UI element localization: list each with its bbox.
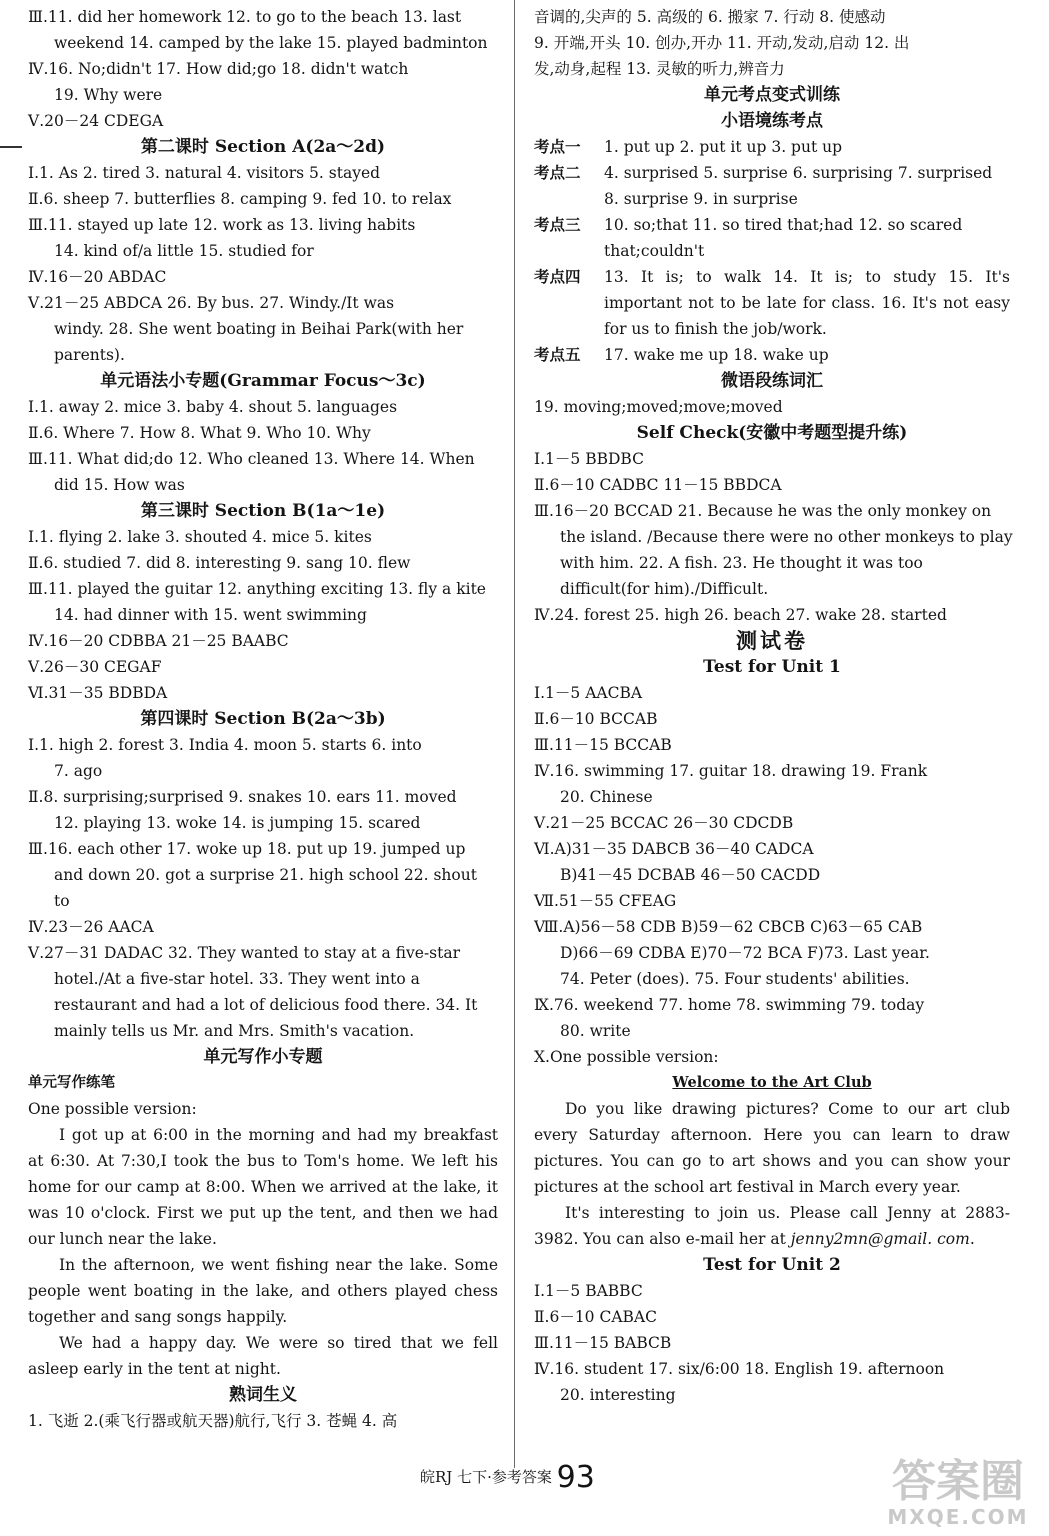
answer-line: Ⅴ.26－30 CEGAF xyxy=(28,658,162,676)
answer-line: Ⅳ.16. student 17. six/6:00 18. English 19. afternoon xyxy=(534,1360,945,1378)
answer-line-continued: 14. had dinner with 15. went swimming xyxy=(54,606,367,624)
key-point-label: 考点二 xyxy=(534,163,581,182)
answer-line: Ⅴ.21－25 BCCAC 26－30 CDCDB xyxy=(534,814,794,832)
answer-line-continued: 20. interesting xyxy=(560,1386,676,1404)
answer-line: 19. moving;moved;move;moved xyxy=(534,398,783,416)
answer-line-continued: D)66－69 CDBA E)70－72 BCA F)73. Last year. xyxy=(560,944,930,962)
answer-line: Ⅴ.21－25 ABDCA 26. By bus. 27. Windy./It was xyxy=(28,294,395,312)
paragraph-end: . xyxy=(969,1230,975,1248)
answer-line-continued: 19. Why were xyxy=(54,86,163,104)
key-point-label: 考点四 xyxy=(534,267,581,286)
answer-line: Ⅱ.6－10 CADBC 11－15 BBDCA xyxy=(534,476,782,494)
answer-line-continued: 7. ago xyxy=(54,762,103,780)
answer-line-continued: B)41－45 DCBAB 46－50 CACDD xyxy=(560,866,821,884)
answer-line: Ⅳ.16－20 ABDAC xyxy=(28,268,167,286)
key-point-answers: 17. wake me up 18. wake up xyxy=(604,346,829,364)
key-point-label: 考点五 xyxy=(534,345,581,364)
answer-line: Ⅲ.11. stayed up late 12. work as 13. living habits xyxy=(28,216,416,234)
section-heading: 第四课时 Section B(2a～3b) xyxy=(140,709,386,729)
key-point-answers: 13. It is; to walk 14. It is; to study 15. It's important not to be late for class. 16. It's not easy for us to finish the job/work. xyxy=(604,268,1010,338)
section-heading: 第三课时 Section B(1a～1e) xyxy=(140,501,386,521)
footer-label: 皖RJ 七下·参考答案 xyxy=(420,1468,552,1486)
section-heading: 第二课时 Section A(2a～2d) xyxy=(140,137,386,157)
section-heading: 微语段练词汇 xyxy=(721,371,823,391)
answer-line: Ⅸ.76. weekend 77. home 78. swimming 79. today xyxy=(534,996,925,1014)
answer-line-continued: did 15. How was xyxy=(54,476,185,494)
answer-line-continued: to xyxy=(54,892,70,910)
answer-line: Ⅴ.20－24 CDEGA xyxy=(28,112,164,130)
answer-line-continued: weekend 14. camped by the lake 15. played badminton xyxy=(54,34,488,52)
answer-line-continued: with him. 22. A fish. 23. He thought it was too xyxy=(560,554,923,572)
answer-line: Ⅲ.11－15 BABCB xyxy=(534,1334,672,1352)
key-point-answers: 4. surprised 5. surprise 6. surprising 7. surprised xyxy=(604,164,993,182)
section-heading: 单元考点变式训练 xyxy=(704,85,840,105)
answer-line: Ⅰ.1－5 AACBA xyxy=(534,684,643,702)
answer-line: Ⅱ.6－10 BCCAB xyxy=(534,710,658,728)
page-footer xyxy=(420,1460,595,1495)
answer-line: Ⅱ.6. sheep 7. butterflies 8. camping 9. fed 10. to relax xyxy=(28,190,452,208)
answer-line: Ⅳ.16－20 CDBBA 21－25 BAABC xyxy=(28,632,289,650)
section-heading: 小语境练考点 xyxy=(721,111,823,131)
answer-line-continued: windy. 28. She went boating in Beihai Park(with her xyxy=(54,320,464,338)
answer-line-continued: parents). xyxy=(54,346,125,364)
answer-line-continued: 12. playing 13. woke 14. is jumping 15. scared xyxy=(54,814,421,832)
answer-line-continued: restaurant and had a lot of delicious food there. 34. It xyxy=(54,996,478,1014)
column-divider xyxy=(514,0,515,1468)
key-point-row xyxy=(534,160,1010,186)
essay-paragraph: I got up at 6:00 in the morning and had my breakfast at 6:30. At 7:30,I took the bus to Tom's home. We left his home for our camp at 8:00. When we arrived at the lake, it was 10 o'clock. First we put up the tent, and then we had our lunch near the lake. xyxy=(28,1126,498,1248)
answer-line: Ⅶ.51－55 CFEAG xyxy=(534,892,677,910)
answer-line: Ⅰ.1. flying 2. lake 3. shouted 4. mice 5. kites xyxy=(28,528,372,546)
answer-line: Ⅱ.6. Where 7. How 8. What 9. Who 10. Why xyxy=(28,424,371,442)
answer-line: Ⅵ.A)31－35 DABCB 36－40 CADCA xyxy=(534,840,814,858)
answer-line: Ⅹ.One possible version: xyxy=(534,1048,719,1066)
essay-title: Welcome to the Art Club xyxy=(672,1074,872,1091)
answer-line-continued: mainly tells us Mr. and Mrs. Smith's vacation. xyxy=(54,1022,415,1040)
answer-line-continued: 74. Peter (does). 75. Four students' abilities. xyxy=(560,970,910,988)
answer-line: Ⅰ.1. As 2. tired 3. natural 4. visitors 5. stayed xyxy=(28,164,381,182)
watermark-logo xyxy=(878,1458,1038,1530)
answer-line: Ⅰ.1－5 BBDBC xyxy=(534,450,644,468)
answer-line: Ⅳ.16. No;didn't 17. How did;go 18. didn't watch xyxy=(28,60,409,78)
section-heading: Self Check(安徽中考题型提升练) xyxy=(636,423,908,443)
answer-line-continued: and down 20. got a surprise 21. high school 22. shout xyxy=(54,866,477,884)
answer-line: Ⅰ.1－5 BABBC xyxy=(534,1282,643,1300)
answer-line: Ⅰ.1. high 2. forest 3. India 4. moon 5. starts 6. into xyxy=(28,736,422,754)
essay-paragraph: In the afternoon, we went fishing near the lake. Some people went boating in the lake, and others played chess together and sang songs happily. xyxy=(28,1256,498,1326)
section-heading: 单元写作小专题 xyxy=(203,1047,323,1067)
paragraph-text: It's interesting to join us. Please call Jenny at 2883-3982. You can also e-mail her at xyxy=(534,1204,1010,1248)
answer-line-continued: 14. kind of/a little 15. studied for xyxy=(54,242,314,260)
answer-line: One possible version: xyxy=(28,1100,197,1118)
answer-line-continued: 20. Chinese xyxy=(560,788,653,806)
key-point-row xyxy=(534,212,1010,238)
answer-line-continued: 80. write xyxy=(560,1022,631,1040)
right-column xyxy=(534,4,1013,1408)
email-address: jenny2mn@gmail. com xyxy=(790,1230,970,1248)
answer-line-continued: that;couldn't xyxy=(604,242,705,260)
section-heading: 熟词生义 xyxy=(229,1385,297,1405)
answer-line: Ⅲ.11. did her homework 12. to go to the beach 13. last xyxy=(28,8,462,26)
key-point-row xyxy=(534,134,1010,160)
answer-line: 9. 开端,开头 10. 创办,开办 11. 开动,发动,启动 12. 出 xyxy=(534,34,910,52)
key-point-answers: 10. so;that 11. so tired that;had 12. so scared xyxy=(604,216,963,234)
answer-line: 发,动身,起程 13. 灵敏的听力,辨音力 xyxy=(534,60,785,78)
answer-line: Ⅴ.27－31 DADAC 32. They wanted to stay at a five-star xyxy=(28,944,461,962)
watermark-url: MXQE.COM xyxy=(887,1505,1029,1529)
left-column xyxy=(28,4,498,1434)
answer-line: Ⅱ.6. studied 7. did 8. interesting 9. sang 10. flew xyxy=(28,554,411,572)
answer-line: Ⅲ.11－15 BCCAB xyxy=(534,736,672,754)
answer-line: Ⅲ.16－20 BCCAD 21. Because he was the only monkey on xyxy=(534,502,992,520)
part-heading: 测试卷 xyxy=(736,628,808,653)
watermark-text: 答案圈 xyxy=(892,1456,1024,1507)
answer-line: Ⅲ.11. played the guitar 12. anything exciting 13. fly a kite xyxy=(28,580,486,598)
answer-line-continued: difficult(for him)./Difficult. xyxy=(560,580,769,598)
section-heading: Test for Unit 2 xyxy=(703,1255,841,1275)
margin-mark xyxy=(0,146,22,148)
answer-line: Ⅱ.6－10 CABAC xyxy=(534,1308,657,1326)
answer-line: 音调的,尖声的 5. 高级的 6. 搬家 7. 行动 8. 使感动 xyxy=(534,8,886,26)
answer-line: Ⅰ.1. away 2. mice 3. baby 4. shout 5. languages xyxy=(28,398,398,416)
key-point-label: 考点三 xyxy=(534,215,581,234)
answer-line-continued: hotel./At a five-star hotel. 33. They went into a xyxy=(54,970,420,988)
answer-line: Ⅲ.16. each other 17. woke up 18. put up 19. jumped up xyxy=(28,840,466,858)
answer-line: Ⅳ.23－26 AACA xyxy=(28,918,154,936)
key-point-label: 考点一 xyxy=(534,137,581,156)
answer-line-continued: the island. /Because there were no other monkeys to play xyxy=(560,528,1013,546)
key-point-row xyxy=(534,342,1010,368)
answer-line: Ⅳ.16. swimming 17. guitar 18. drawing 19. Frank xyxy=(534,762,928,780)
essay-paragraph xyxy=(534,1200,1010,1252)
answer-line: Ⅵ.31－35 BDBDA xyxy=(28,684,168,702)
section-heading: 单元语法小专题(Grammar Focus～3c) xyxy=(100,371,426,391)
key-point-row xyxy=(534,264,1010,342)
sub-heading: 单元写作练笔 xyxy=(28,1074,115,1091)
answer-line: Ⅲ.11. What did;do 12. Who cleaned 13. Where 14. When xyxy=(28,450,475,468)
answer-line: Ⅳ.24. forest 25. high 26. beach 27. wake 28. started xyxy=(534,606,947,624)
answer-line: Ⅷ.A)56－58 CDB B)59－62 CBCB C)63－65 CAB xyxy=(534,918,923,936)
essay-paragraph: We had a happy day. We were so tired that we fell asleep early in the tent at night. xyxy=(28,1334,498,1378)
essay-paragraph: Do you like drawing pictures? Come to our art club every Saturday afternoon. Here you can learn to draw pictures. You can go to art shows and you can show your pictures at the school art festival in March every year. xyxy=(534,1100,1010,1196)
section-heading: Test for Unit 1 xyxy=(703,657,841,677)
key-point-answers: 1. put up 2. put it up 3. put up xyxy=(604,138,843,156)
answer-line-continued: 8. surprise 9. in surprise xyxy=(604,190,798,208)
answer-line: 1. 飞逝 2.(乘飞行器或航天器)航行,飞行 3. 苍蝇 4. 高 xyxy=(28,1412,398,1430)
answer-line: Ⅱ.8. surprising;surprised 9. snakes 10. ears 11. moved xyxy=(28,788,457,806)
page-number: 93 xyxy=(556,1460,595,1495)
